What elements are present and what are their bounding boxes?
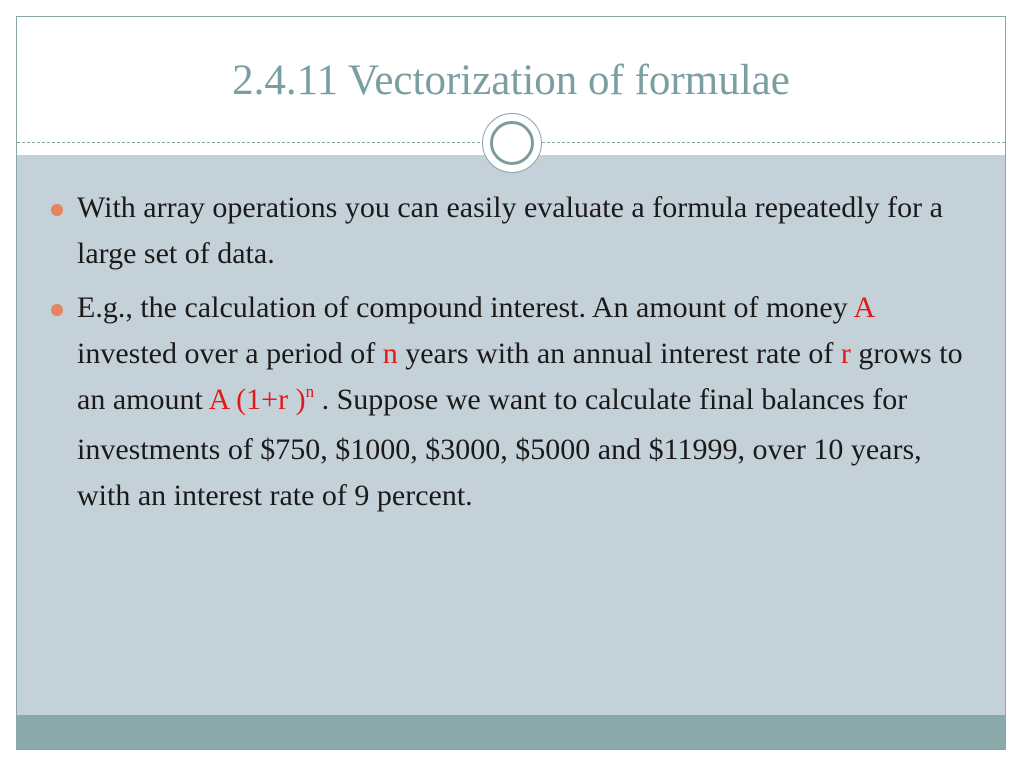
variable-period: n xyxy=(382,337,398,370)
bullet-item-2 xyxy=(51,285,971,519)
footer-bar xyxy=(17,715,1005,750)
variable-rate: r xyxy=(840,337,851,370)
bullet-2-text-4: grows to an amount xyxy=(77,337,963,416)
bullet-2-text-1: E.g., the calculation of compound interest. An amount of money xyxy=(77,291,854,324)
bullet-item-1 xyxy=(51,185,971,277)
slide-frame xyxy=(16,16,1006,750)
bullet-2-text-3: years with an annual interest rate of xyxy=(397,337,841,370)
formula-exponent: n xyxy=(305,382,315,401)
bullet-marker xyxy=(51,304,63,316)
bullet-1-text: With array operations you can easily evaluate a formula repeatedly for a large set of data. xyxy=(77,191,943,270)
bullet-2-text-5: . Suppose we want to calculate final balances for investments of $750, $1000, $3000, $5000 and $11999, over 10 years, with an interest rate of 9 percent. xyxy=(77,383,922,512)
bullet-2-text-2: invested over a period of xyxy=(77,337,383,370)
slide-title: 2.4.11 Vectorization of formulae xyxy=(232,57,790,104)
divider-circle-ornament xyxy=(482,113,542,173)
variable-amount: A xyxy=(853,291,874,324)
formula-base: A (1+r ) xyxy=(208,383,306,416)
bullet-list xyxy=(51,185,971,527)
bullet-marker xyxy=(51,204,63,216)
divider-circle-ring xyxy=(490,121,534,165)
